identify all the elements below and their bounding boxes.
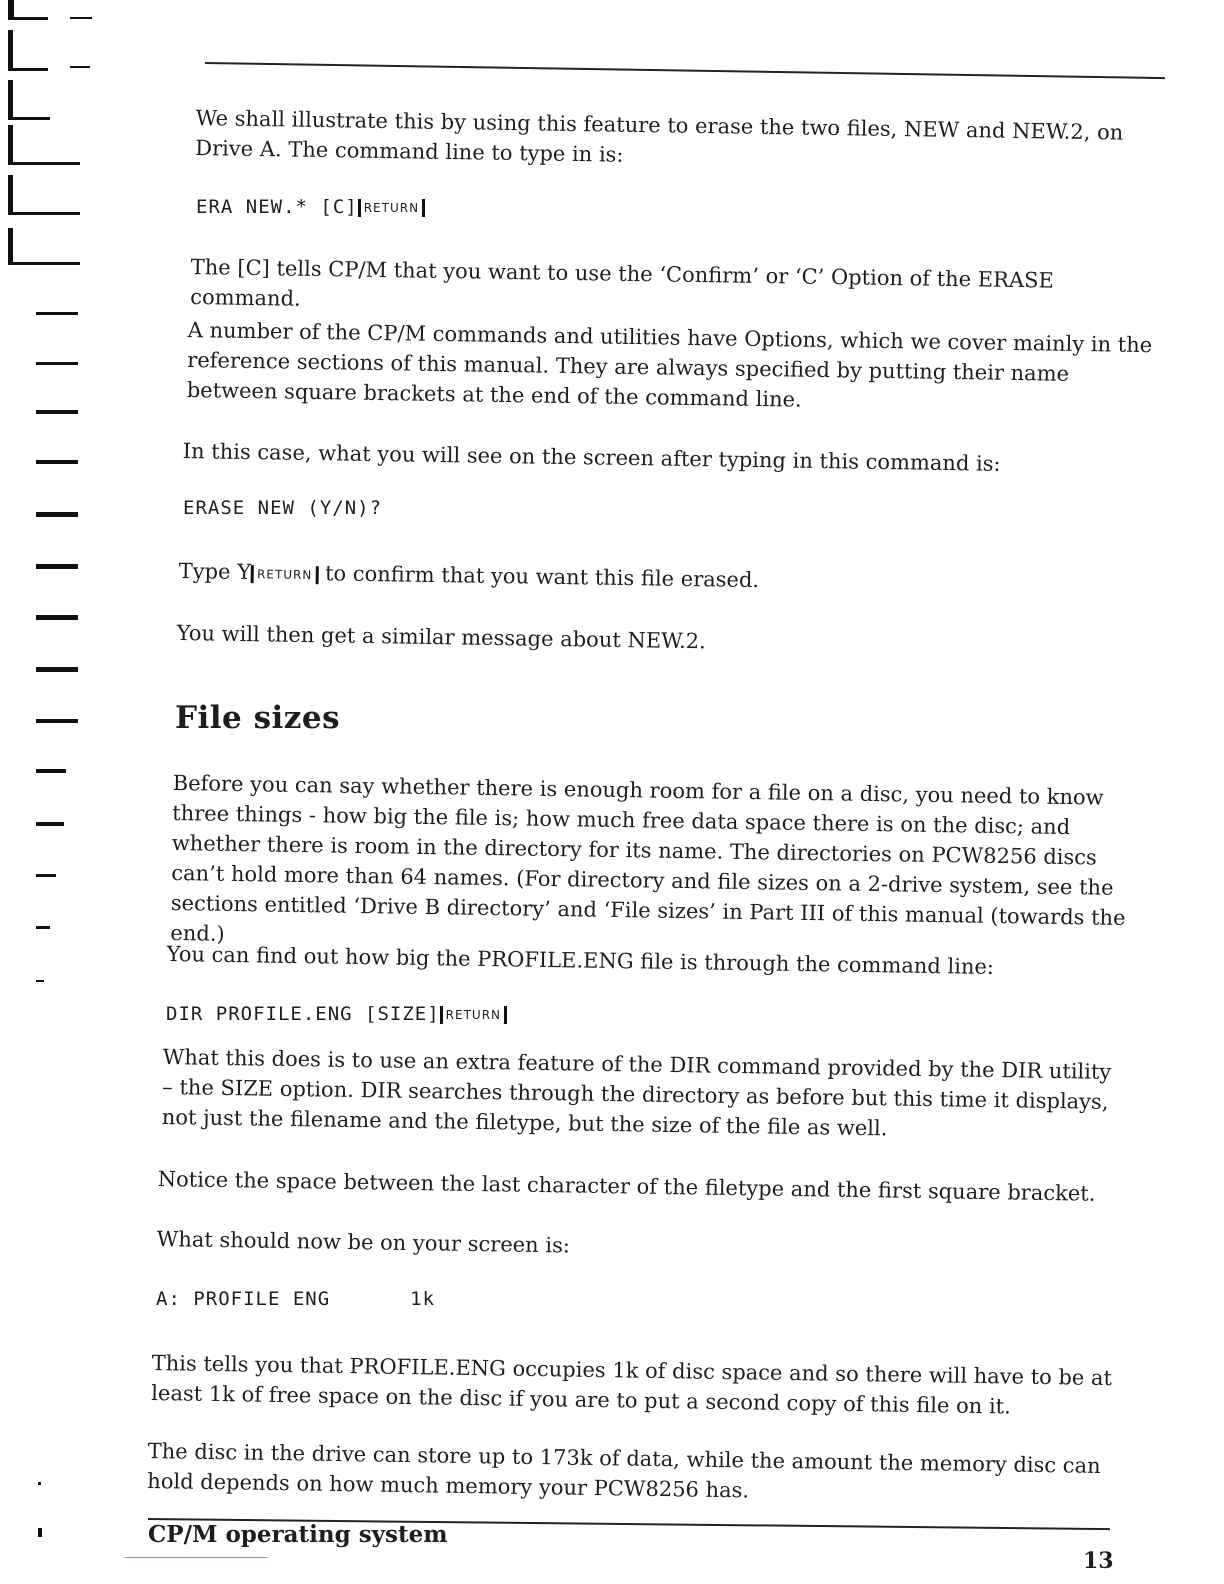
footer-underline (125, 1557, 267, 1558)
return-key-icon: RETURN (440, 1006, 507, 1024)
paragraph-type-y (179, 556, 1139, 601)
paragraph-confirm-option: The [C] tells CP/M that you want to use the ‘Confirm’ or ‘C’ Option of the ERASE command. (190, 254, 1055, 311)
paragraph-intro: We shall illustrate this by using this feature to erase the two files, NEW and NEW.2, on Drive A. The command line to type in is: (195, 105, 1124, 167)
paragraph-screen-prompt: What should now be on your screen is: (156, 1226, 571, 1258)
return-key-icon: RETURN (251, 565, 319, 584)
command-line-dir (166, 1003, 507, 1025)
paragraph-find-size: You can find out how big the PROFILE.ENG file is through the command line: (166, 941, 995, 979)
paragraph-dir-explained: What this does is to use an extra feature of the DIR command provided by the DIR utility – the SIZE option. DIR searches through the directory as before but this time it displays, not just the filename and the filetype, but the size of the file as well. (161, 1044, 1112, 1141)
command-line-erase (196, 196, 425, 218)
paragraph-options: A number of the CP/M commands and utilities have Options, which we cover mainly in the reference sections of this manual. They are always specified by putting their name between square brackets at the end of the command line. (186, 317, 1153, 412)
paragraph-profile-size: This tells you that PROFILE.ENG occupies 1k of disc space and so there will have to be at least 1k of free space on the disc if you are to put a second copy of this file on it. (151, 1350, 1113, 1419)
paragraph-file-sizes: Before you can say whether there is enough room for a file on a disc, you need to know three things - how big the file is; how much free data space there is on the disc; and whether there is room in the directory for its name. The directories on PCW8256 discs can’t hold more than 64 names. (For directory and file sizes on a 2-drive system, see the sections entitled ‘Drive B directory’ and ‘File sizes’ in Part III of this manual (towards the end.) (170, 770, 1126, 946)
screen-output-erase: ERASE NEW (Y/N)? (183, 497, 383, 519)
paragraph-notice-space: Notice the space between the last character of the filetype and the first square bracket. (157, 1166, 1096, 1206)
type-y-text: Type Y (178, 558, 252, 585)
dir-entry-size: 1k (410, 1288, 436, 1310)
paragraph-similar-message: You will then get a similar message about NEW.2. (176, 620, 706, 654)
type-y-text-end: to confirm that you want this file erased. (324, 561, 760, 593)
header-rule (205, 62, 1165, 79)
dir-entry-name: A: PROFILE ENG (156, 1288, 331, 1310)
paragraph-screen-intro: In this case, what you will see on the screen after typing in this command is: (182, 438, 1001, 476)
section-heading: File sizes (175, 700, 341, 736)
footer-title: CP/M operating system (148, 1521, 448, 1548)
command-text: DIR PROFILE.ENG [SIZE] (166, 1003, 440, 1025)
screen-output-dir (156, 1288, 435, 1310)
command-text: ERA NEW.* [C] (196, 196, 358, 218)
binding-margin-marks (0, 0, 95, 1584)
paragraph-disc-capacity: The disc in the drive can store up to 173k of data, while the amount the memory disc can hold depends on how much memory your PCW8256 has. (147, 1438, 1101, 1503)
return-key-icon: RETURN (358, 199, 425, 217)
page-number: 13 (1083, 1548, 1114, 1574)
